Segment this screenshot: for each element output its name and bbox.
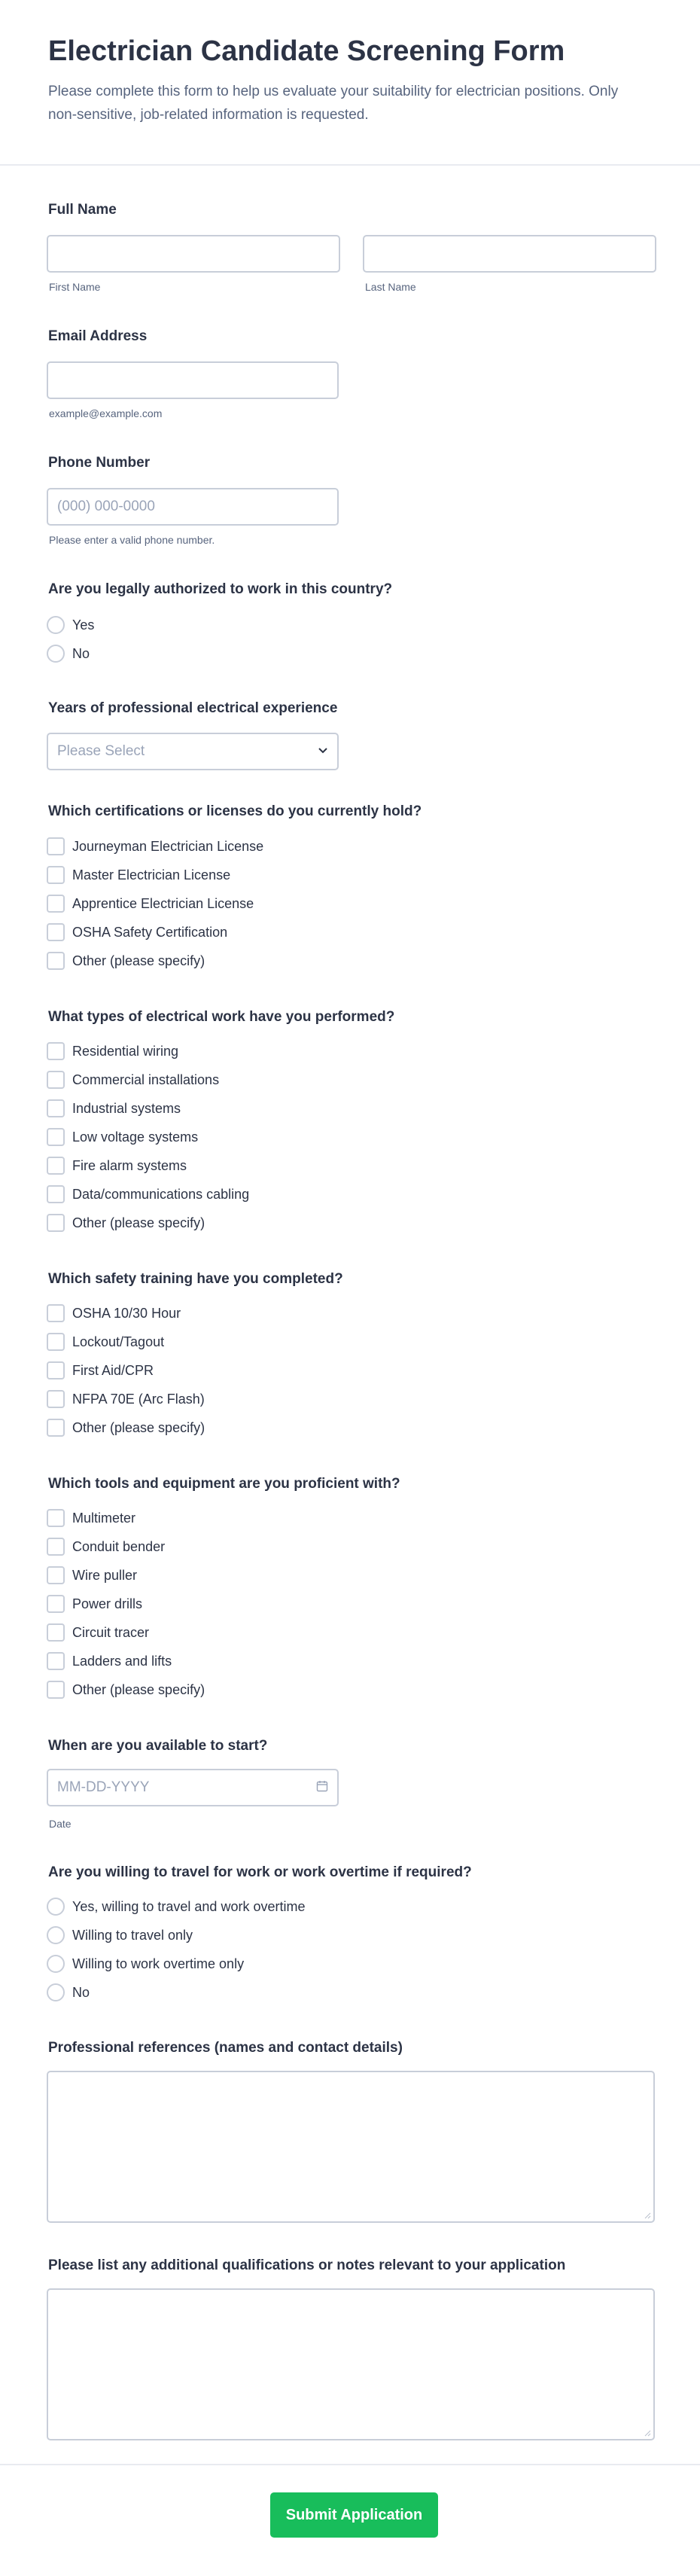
checkbox[interactable] — [47, 1214, 65, 1232]
form-description: Please complete this form to help us evaluate your suitability for electrician positions. Only non-sensitive, job-related information is requested. — [48, 83, 619, 123]
radio-button[interactable] — [47, 1898, 65, 1916]
radio-button[interactable] — [47, 616, 65, 634]
submit-button[interactable]: Submit Application — [270, 2492, 438, 2538]
checkbox[interactable] — [47, 1623, 65, 1642]
checkbox-option[interactable]: Conduit bender — [47, 1532, 205, 1561]
checkbox[interactable] — [47, 1304, 65, 1322]
email-sublabel: example@example.com — [49, 407, 163, 419]
work-types-label: What types of electrical work have you performed? — [48, 1009, 395, 1025]
references-label: Professional references (names and contact details) — [48, 2040, 403, 2056]
certifications-options — [47, 832, 263, 975]
checkbox[interactable] — [47, 1042, 65, 1060]
safety-label: Which safety training have you completed? — [48, 1271, 343, 1287]
checkbox[interactable] — [47, 1361, 65, 1379]
form-footer-divider — [0, 2464, 700, 2465]
checkbox-option[interactable]: Other (please specify) — [47, 1413, 205, 1442]
checkbox[interactable] — [47, 866, 65, 884]
checkbox[interactable] — [47, 1185, 65, 1203]
tools-options — [47, 1504, 205, 1704]
checkbox-option[interactable]: Circuit tracer — [47, 1618, 205, 1647]
radio-button[interactable] — [47, 1955, 65, 1973]
radio-button[interactable] — [47, 1983, 65, 2001]
email-label: Email Address — [48, 328, 148, 344]
checkbox[interactable] — [47, 1652, 65, 1670]
start-date-label: When are you available to start? — [48, 1738, 268, 1754]
checkbox-option[interactable]: Industrial systems — [47, 1094, 249, 1123]
phone-sublabel: Please enter a valid phone number. — [49, 534, 215, 546]
checkbox-option[interactable]: Ladders and lifts — [47, 1647, 205, 1675]
checkbox-option[interactable]: OSHA 10/30 Hour — [47, 1299, 205, 1328]
checkbox-option[interactable]: Commercial installations — [47, 1065, 249, 1094]
checkbox[interactable] — [47, 1595, 65, 1613]
checkbox-option[interactable]: Journeyman Electrician License — [47, 832, 263, 861]
checkbox[interactable] — [47, 1157, 65, 1175]
chevron-down-icon — [318, 745, 328, 758]
checkbox[interactable] — [47, 1509, 65, 1527]
last-name-input[interactable] — [363, 235, 656, 273]
checkbox-option[interactable]: Data/communications cabling — [47, 1180, 249, 1209]
checkbox-option[interactable]: Master Electrician License — [47, 861, 263, 889]
checkbox-option[interactable]: Other (please specify) — [47, 1675, 205, 1704]
radio-button[interactable] — [47, 645, 65, 663]
tools-label: Which tools and equipment are you proficient with? — [48, 1476, 400, 1492]
checkbox[interactable] — [47, 1681, 65, 1699]
checkbox[interactable] — [47, 1333, 65, 1351]
last-name-sublabel: Last Name — [365, 281, 416, 293]
checkbox[interactable] — [47, 1538, 65, 1556]
full-name-label: Full Name — [48, 202, 117, 218]
checkbox-option[interactable]: Other (please specify) — [47, 1209, 249, 1237]
email-input[interactable] — [47, 361, 339, 399]
resize-grip-icon[interactable] — [644, 2212, 651, 2219]
travel-label: Are you willing to travel for work or work overtime if required? — [48, 1864, 472, 1880]
select-placeholder: Please Select — [57, 743, 145, 759]
resize-grip-icon[interactable] — [644, 2429, 651, 2437]
checkbox[interactable] — [47, 1071, 65, 1089]
checkbox[interactable] — [47, 923, 65, 941]
date-placeholder: MM-DD-YYYY — [57, 1779, 150, 1795]
first-name-input[interactable] — [47, 235, 340, 273]
checkbox[interactable] — [47, 1419, 65, 1437]
phone-input[interactable] — [47, 488, 339, 526]
date-sublabel: Date — [49, 1818, 72, 1830]
checkbox-option[interactable]: OSHA Safety Certification — [47, 918, 263, 947]
checkbox[interactable] — [47, 895, 65, 913]
checkbox[interactable] — [47, 1390, 65, 1408]
checkbox-option[interactable]: Multimeter — [47, 1504, 205, 1532]
checkbox-option[interactable]: Apprentice Electrician License — [47, 889, 263, 918]
travel-options — [47, 1892, 305, 2007]
checkbox-option[interactable]: Low voltage systems — [47, 1123, 249, 1151]
checkbox-option[interactable]: Fire alarm systems — [47, 1151, 249, 1180]
radio-option[interactable]: Yes, willing to travel and work overtime — [47, 1892, 305, 1921]
checkbox-option[interactable]: Residential wiring — [47, 1037, 249, 1065]
checkbox-option[interactable]: Power drills — [47, 1590, 205, 1618]
checkbox[interactable] — [47, 1128, 65, 1146]
authorized-label: Are you legally authorized to work in this country? — [48, 581, 393, 597]
checkbox-option[interactable]: First Aid/CPR — [47, 1356, 205, 1385]
experience-label: Years of professional electrical experience — [48, 700, 338, 716]
authorized-options — [47, 611, 94, 668]
phone-label: Phone Number — [48, 455, 151, 471]
checkbox-option[interactable]: Lockout/Tagout — [47, 1328, 205, 1356]
experience-select[interactable] — [47, 733, 339, 770]
checkbox-option[interactable]: Wire puller — [47, 1561, 205, 1590]
safety-options — [47, 1299, 205, 1442]
radio-option[interactable]: No — [47, 1978, 305, 2007]
calendar-icon[interactable] — [316, 1780, 328, 1796]
radio-option[interactable]: Willing to work overtime only — [47, 1950, 305, 1978]
checkbox-option[interactable]: Other (please specify) — [47, 947, 263, 975]
radio-button[interactable] — [47, 1926, 65, 1944]
date-input[interactable] — [47, 1769, 339, 1806]
form-header — [0, 0, 700, 166]
radio-option-yes[interactable]: Yes — [47, 611, 94, 639]
certifications-label: Which certifications or licenses do you currently hold? — [48, 803, 422, 819]
notes-label: Please list any additional qualifications or notes relevant to your application — [48, 2257, 566, 2273]
notes-textarea[interactable] — [47, 2288, 655, 2440]
first-name-sublabel: First Name — [49, 281, 101, 293]
checkbox[interactable] — [47, 837, 65, 855]
radio-option[interactable]: Willing to travel only — [47, 1921, 305, 1950]
references-textarea[interactable] — [47, 2071, 655, 2223]
checkbox[interactable] — [47, 1566, 65, 1584]
checkbox[interactable] — [47, 952, 65, 970]
form-title: Electrician Candidate Screening Form — [48, 35, 565, 67]
checkbox-option[interactable]: NFPA 70E (Arc Flash) — [47, 1385, 205, 1413]
work-types-options — [47, 1037, 249, 1237]
checkbox[interactable] — [47, 1099, 65, 1117]
radio-option-no[interactable]: No — [47, 639, 94, 668]
